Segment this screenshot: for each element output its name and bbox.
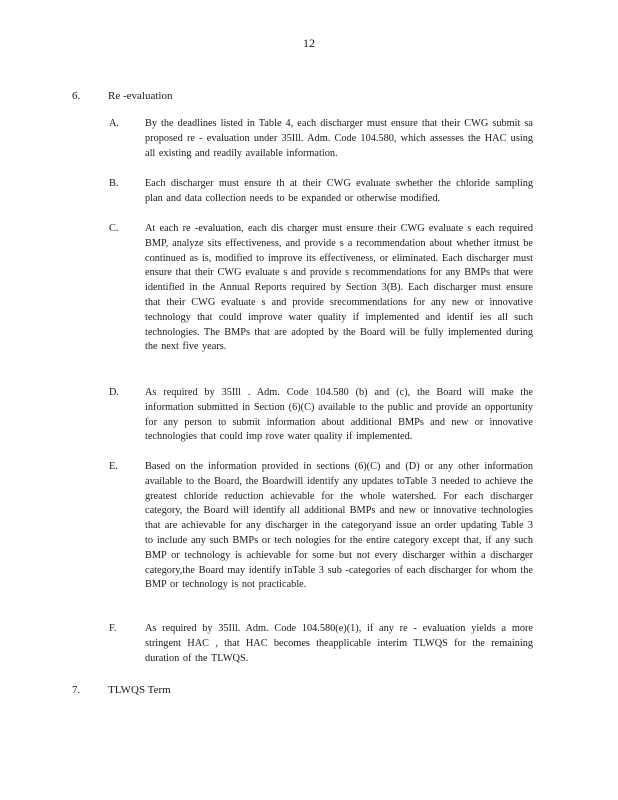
section-6-number: 6. [72,90,81,102]
section-7-number: 7. [72,684,81,696]
item-6b-text: Each discharger must ensure th at their CWG evaluate swhether the chloride sampling plan and data collection needs to be expanded or otherwise modified. [145,178,533,204]
item-6c-text: At each re -evaluation, each dis charger must ensure their CWG evaluate s each required BMP, analyze sits effectiveness, and provide s a recommendation about whether itmust be continued as is, modified to improve its effectiveness, or eliminated. Each discharger must ensure that their CWG evaluate s and provide s recommendations for any BMPs that were identified in the Annual Reports required by Section 3(B). Each discharger must ensure that their CWG evaluate s and provide srecommendations for any new or innovative technology that could improve water quality if implemented and identif ies all such technologies. The BMPs that are adopted by the Board will be fully implemented during the next five years. [145,223,533,353]
section-7-title: TLWQS Term [108,684,171,696]
item-6c-letter: C. [109,223,119,234]
item-6b-letter: B. [109,178,119,189]
item-6d-text: As required by 35Ill . Adm. Code 104.580 (b) and (c), the Board will make the information submitted in Section (6)(C) available to the public and provide an opportunity for any person to submit information about additional BMPs and new or innovative technologies that could imp rove water quality if implemented. [145,387,533,443]
section-6-title: Re -evaluation [108,90,173,102]
item-6d-letter: D. [109,387,120,398]
item-6a-letter: A. [109,118,120,129]
item-6e-text: Based on the information provided in sections (6)(C) and (D) or any other information available to the Board, the Boardwill identify any updates toTable 3 needed to achieve the greatest chloride reduction achievable for the whole watershed. For each discharger category, the Board will identify all additional BMPs and new or innovative technologies that are achievable for any discharger in the categoryand issue an order updating Table 3 to include any such BMPs or tech nologies for the entire category except that, if any such BMP or technology is achievable for some but not every discharger within a discharger category,the Board may identify inTable 3 sub -categories of each discharger for whom the BMP or technology is not practicable. [145,461,533,591]
page-number: 12 [303,36,315,50]
item-6f-letter: F. [109,623,117,634]
item-6f-text: As required by 35Ill. Adm. Code 104.580(e)(1), if any re - evaluation yields a more stringent HAC , that HAC becomes theapplicable interim TLWQS for the remaining duration of the TLWQS. [145,623,533,664]
item-6e-letter: E. [109,461,118,472]
item-6a-text: By the deadlines listed in Table 4, each discharger must ensure that their CWG submit sa proposed re - evaluation under 35Ill. Adm. Code 104.580, which assesses the HAC using all existing and readily available information. [145,118,533,159]
